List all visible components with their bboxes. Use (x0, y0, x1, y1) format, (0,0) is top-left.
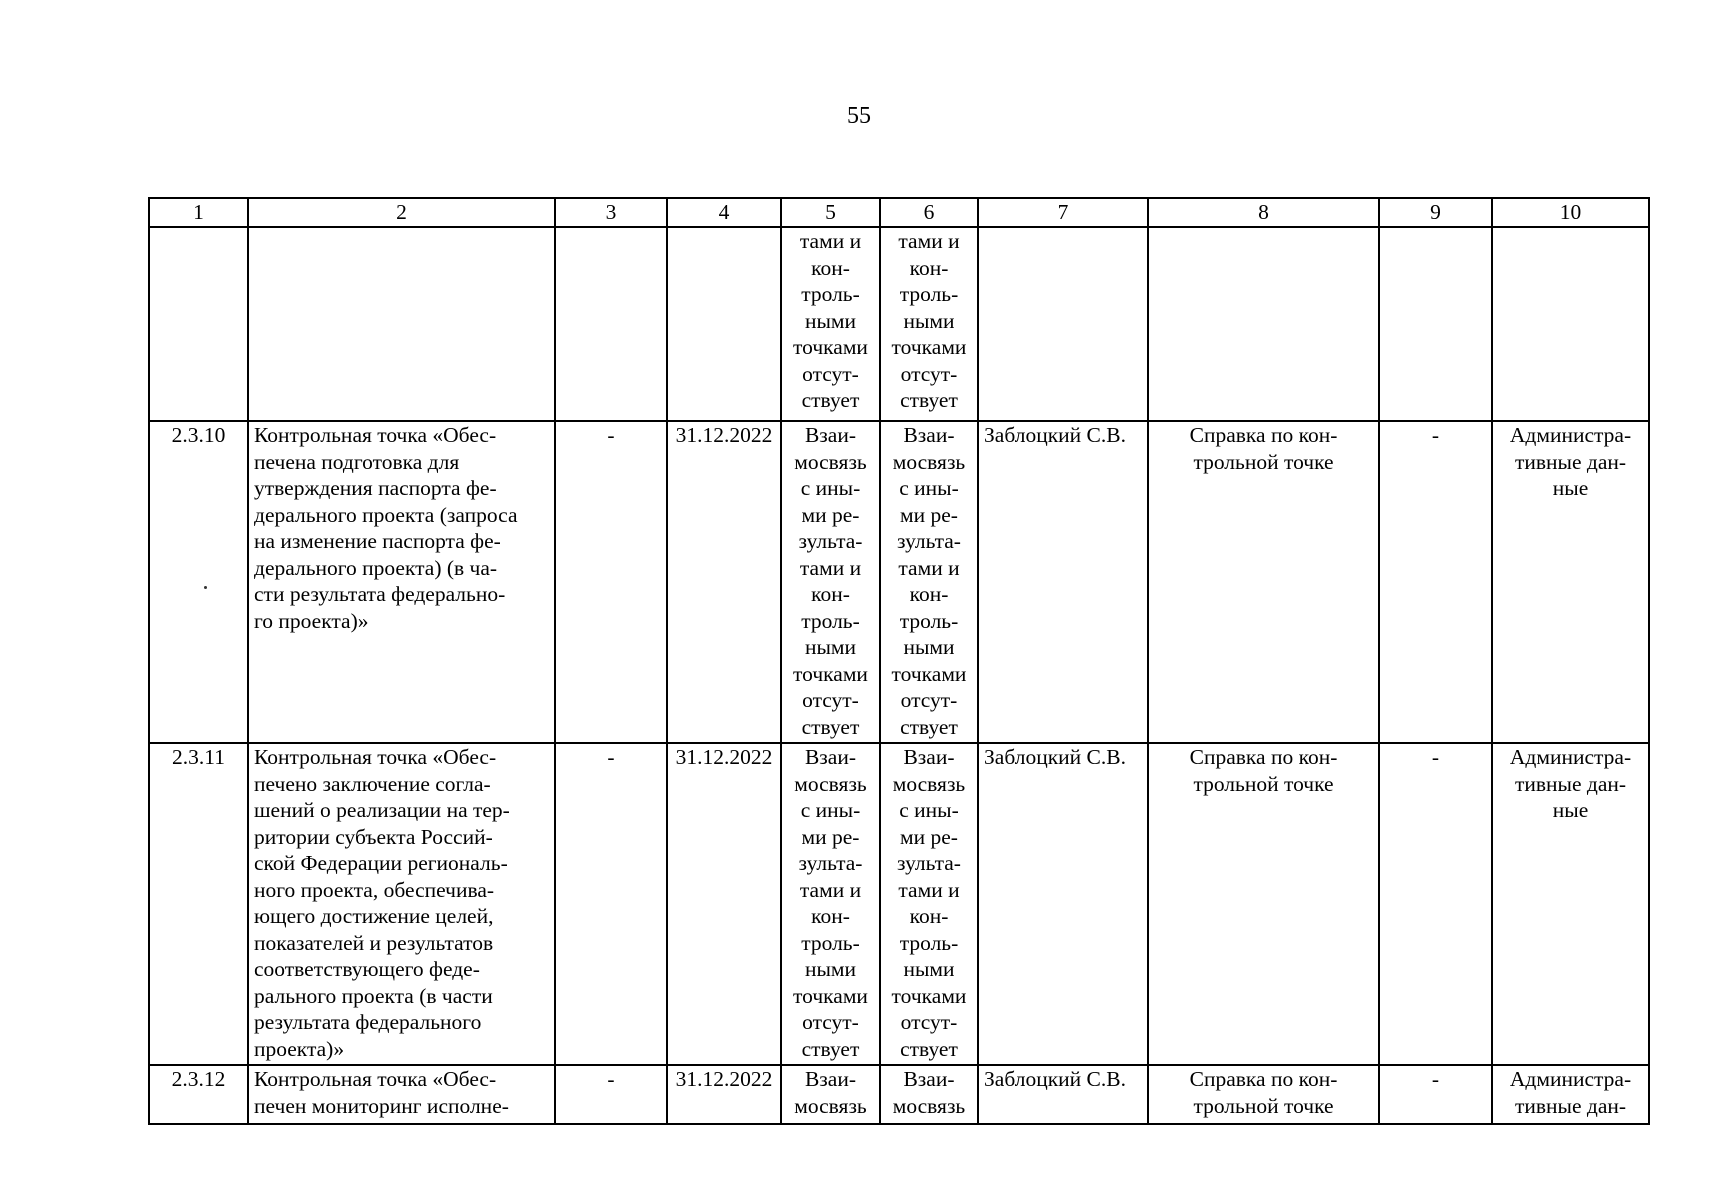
cell-col3: - (555, 1065, 667, 1124)
column-header: 5 (781, 198, 880, 227)
page-number: 55 (847, 103, 871, 129)
document-type: Справка по кон- трольной точке (1148, 1065, 1379, 1124)
data-source: Администра- тивные дан- ные (1492, 421, 1649, 743)
control-points-table (148, 197, 1650, 1125)
column-header: 10 (1492, 198, 1649, 227)
deadline-date: 31.12.2022 (667, 743, 781, 1065)
document-type: Справка по кон- трольной точке (1148, 743, 1379, 1065)
column-header: 9 (1379, 198, 1492, 227)
cell-col9: - (1379, 421, 1492, 743)
cell-col9 (1379, 227, 1492, 421)
row-number: 2.3.10 (149, 421, 248, 743)
table-row (149, 743, 1649, 1065)
deadline-date: 31.12.2022 (667, 421, 781, 743)
data-source (1492, 227, 1649, 421)
table-row (149, 1065, 1649, 1124)
responsible-person: Заблоцкий С.В. (978, 421, 1148, 743)
data-source: Администра- тивные дан- (1492, 1065, 1649, 1124)
table-row (149, 421, 1649, 743)
row-number (149, 227, 248, 421)
cell-col9: - (1379, 743, 1492, 1065)
cell-col9: - (1379, 1065, 1492, 1124)
row-number: 2.3.12 (149, 1065, 248, 1124)
control-point-name: Контрольная точка «Обес- печена подготовка для утверждения паспорта фе- дерального проекта (запроса на изменение паспорта фе- дерального проекта) (в ча- сти результата федерально- го проекта)» (248, 421, 555, 743)
column-header: 3 (555, 198, 667, 227)
column-header: 8 (1148, 198, 1379, 227)
column-header: 1 (149, 198, 248, 227)
row-number: 2.3.11 (149, 743, 248, 1065)
scan-speck (204, 586, 207, 589)
column-header: 4 (667, 198, 781, 227)
column-header: 6 (880, 198, 978, 227)
data-source: Администра- тивные дан- ные (1492, 743, 1649, 1065)
responsible-person: Заблоцкий С.В. (978, 1065, 1148, 1124)
column-header: 7 (978, 198, 1148, 227)
relation-col5: Взаи- мосвязь (781, 1065, 880, 1124)
relation-col6: Взаи- мосвязь с ины- ми ре- зульта- тами и кон- троль- ными точками отсут- ствует (880, 743, 978, 1065)
table-row (149, 227, 1649, 421)
deadline-date (667, 227, 781, 421)
relation-col6: Взаи- мосвязь (880, 1065, 978, 1124)
deadline-date: 31.12.2022 (667, 1065, 781, 1124)
relation-col5: Взаи- мосвязь с ины- ми ре- зульта- тами и кон- троль- ными точками отсут- ствует (781, 421, 880, 743)
control-point-name: Контрольная точка «Обес- печено заключение согла- шений о реализации на тер- ритории субъекта Россий- ской Федерации региональ- ного проекта, обеспечива- ющего достижение целей, показателей и результатов соответствующего феде- рального проекта (в части результата федерального проекта)» (248, 743, 555, 1065)
relation-col5: тами и кон- троль- ными точками отсут- ствует (781, 227, 880, 421)
document-type (1148, 227, 1379, 421)
column-numbers-row (149, 198, 1649, 227)
control-point-name (248, 227, 555, 421)
relation-col6: тами и кон- троль- ными точками отсут- ствует (880, 227, 978, 421)
responsible-person: Заблоцкий С.В. (978, 743, 1148, 1065)
relation-col6: Взаи- мосвязь с ины- ми ре- зульта- тами и кон- троль- ными точками отсут- ствует (880, 421, 978, 743)
responsible-person (978, 227, 1148, 421)
document-type: Справка по кон- трольной точке (1148, 421, 1379, 743)
cell-col3: - (555, 421, 667, 743)
cell-col3 (555, 227, 667, 421)
control-point-name: Контрольная точка «Обес- печен мониторинг исполне- (248, 1065, 555, 1124)
column-header: 2 (248, 198, 555, 227)
cell-col3: - (555, 743, 667, 1065)
relation-col5: Взаи- мосвязь с ины- ми ре- зульта- тами и кон- троль- ными точками отсут- ствует (781, 743, 880, 1065)
